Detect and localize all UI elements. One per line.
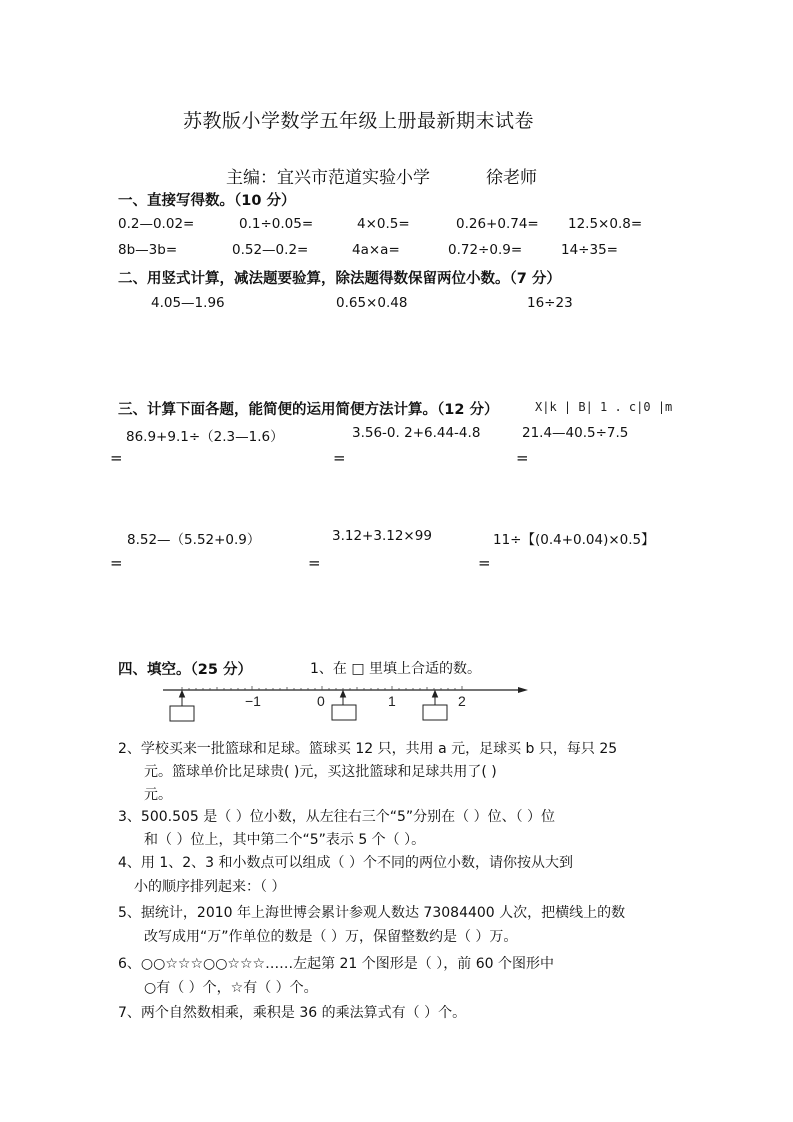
s1-item: 14÷35= <box>561 242 618 258</box>
s1-item: 8b—3b= <box>118 242 178 258</box>
section4-heading: 四、填空。（25 分） <box>118 662 252 678</box>
q5-line1: 5、据统计，2010 年上海世博会累计参观人数达 73084400 人次，把横线上的数 <box>118 905 626 921</box>
s1-item: 4a×a= <box>352 242 400 258</box>
q2-line1: 2、学校买来一批篮球和足球。篮球买 12 只，共用 a 元，足球买 b 只，每只 25 <box>118 741 618 757</box>
section2-heading: 二、用竖式计算，减法题要验算，除法题得数保留两位小数。（7 分） <box>118 271 561 287</box>
teacher-name: 徐老师 <box>486 168 537 188</box>
s2-problem: 0.65×0.48 <box>336 295 408 311</box>
s3-problem: 21.4—40.5÷7.5 <box>522 425 629 441</box>
q4-line1: 4、用 1、2、3 和小数点可以组成（ ）个不同的两位小数，请你按从大到 <box>118 855 573 871</box>
q2-line2: 元。篮球单价比足球贵( )元，买这批篮球和足球共用了( ) <box>144 764 497 780</box>
s1-item: 0.26+0.74= <box>456 216 539 232</box>
q3-line1: 3、500.505 是（ ）位小数，从左往右三个“5”分别在（ ）位、（ ）位 <box>118 809 556 825</box>
equals-sign: = <box>333 449 346 467</box>
section3-heading: 三、计算下面各题，能简便的运用简便方法计算。（12 分） <box>118 402 499 418</box>
equals-sign: = <box>110 449 123 467</box>
q7-line1: 7、两个自然数相乘，乘积是 36 的乘法算式有（ ）个。 <box>118 1005 467 1021</box>
q3-line2: 和（ ）位上，其中第二个“5”表示 5 个（ ）。 <box>144 832 426 848</box>
s1-item: 12.5×0.8= <box>568 216 643 232</box>
svg-text:0: 0 <box>317 693 325 709</box>
s1-item: 0.2—0.02= <box>118 216 195 232</box>
s1-item: 0.72÷0.9= <box>448 242 523 258</box>
editor-label: 主编：宜兴市范道实验小学 <box>226 168 430 188</box>
s3-problem: 3.12+3.12×99 <box>332 528 432 544</box>
q5-line2: 改写成用“万”作单位的数是（ ）万，保留整数约是（ ）万。 <box>144 929 518 945</box>
s3-problem: 11÷【(0.4+0.04)×0.5】 <box>493 532 655 548</box>
equals-sign: = <box>516 449 529 467</box>
q4-line2: 小的顺序排列起来：（ ） <box>134 879 286 895</box>
section1-heading: 一、直接写得数。（10 分） <box>118 193 296 209</box>
document-title: 苏教版小学数学五年级上册最新期末试卷 <box>183 110 535 132</box>
q6-line2: ○有（ ）个，☆有（ ）个。 <box>144 980 318 996</box>
s1-item: 0.1÷0.05= <box>239 216 314 232</box>
s3-problem: 86.9+9.1÷（2.3—1.6） <box>126 429 284 445</box>
s3-problem: 8.52—（5.52+0.9） <box>127 532 261 548</box>
s1-item: 0.52—0.2= <box>232 242 309 258</box>
q2-line3: 元。 <box>144 787 172 803</box>
watermark: X|k | B| 1 . c|0 |m <box>535 400 673 414</box>
equals-sign: = <box>478 554 491 572</box>
s3-problem: 3.56-0. 2+6.44-4.8 <box>352 425 481 441</box>
s2-problem: 4.05—1.96 <box>151 295 225 311</box>
svg-text:2: 2 <box>458 693 466 709</box>
s1-item: 4×0.5= <box>357 216 410 232</box>
q6-line1: 6、○○☆☆☆○○☆☆☆……左起第 21 个图形是（ ），前 60 个图形中 <box>118 956 554 972</box>
s2-problem: 16÷23 <box>527 295 573 311</box>
svg-text:1: 1 <box>388 693 396 709</box>
number-line <box>160 678 540 728</box>
equals-sign: = <box>308 554 321 572</box>
q1-text: 1、在 □ 里填上合适的数。 <box>310 661 482 677</box>
equals-sign: = <box>110 554 123 572</box>
svg-text:−1: −1 <box>245 693 261 709</box>
